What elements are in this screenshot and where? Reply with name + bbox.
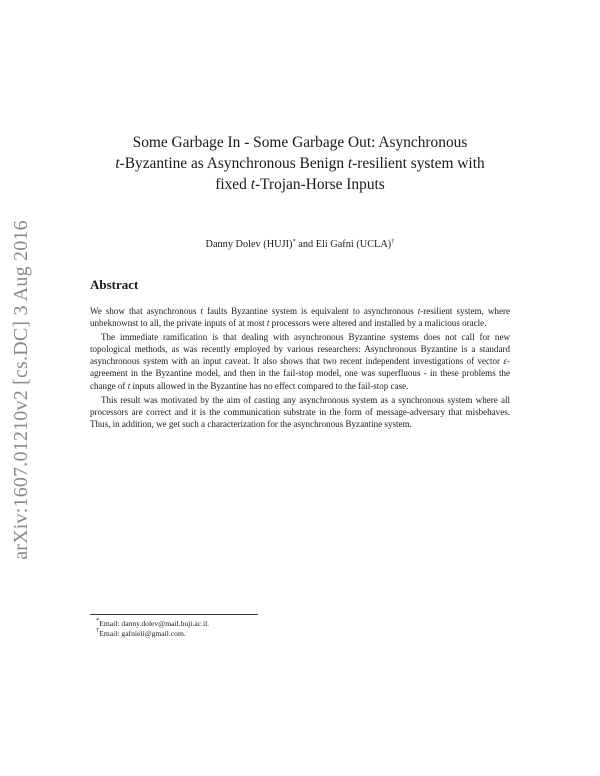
author-gafni: Eli Gafni (UCLA) xyxy=(315,239,392,250)
footnote-mark-1: * xyxy=(292,238,296,245)
abstract-paragraph-2: The immediate ramification is that dealing with asynchronous Byzantine systems does not call for new topological methods, as was recently employed by various researchers: Asynchronous Byzantine is a standard asynchronous system with an input caveat. It also shows that two recent independent investigations of vector ε-agreement in the Byzantine model, and then in the fail-stop model, one was superfluous - in these problems the change of t inputs allowed in the Byzantine has no effect compared to the fail-stop case. xyxy=(90,332,510,391)
footnote-1: *Email: danny.dolev@mail.huji.ac.il. xyxy=(96,617,210,628)
footnote-email-dolev: Email: danny.dolev@mail.huji.ac.il. xyxy=(99,619,210,628)
abstract-body xyxy=(90,305,510,432)
arxiv-identifier-stamp: arXiv:1607.01210v2 [cs.DC] 3 Aug 2016 xyxy=(10,220,32,560)
paper-title xyxy=(90,132,510,195)
title-line-3: fixed t-Trojan-Horse Inputs xyxy=(215,176,385,193)
abstract-heading: Abstract xyxy=(90,277,139,292)
footnote-email-gafni: Email: gafnieli@gmail.com. xyxy=(99,629,186,639)
title-line-2: t-Byzantine as Asynchronous Benign t-resilient system with xyxy=(115,155,485,172)
footnote-2: †Email: gafnieli@gmail.com. xyxy=(96,627,186,639)
footnote-divider xyxy=(90,614,258,615)
author-dolev: Danny Dolev (HUJI) xyxy=(205,239,293,250)
footnote-mark-2: † xyxy=(391,238,395,245)
abstract-paragraph-3: This result was motivated by the aim of casting any asynchronous system as a synchronous system where all processors are correct and it is the communication substrate in the form of message-adversary that misbehaves. Thus, in addition, we get such a characterization for the asynchronous Byzantine system. xyxy=(90,394,510,429)
abstract-paragraph-1: We show that asynchronous t faults Byzantine system is equivalent to asynchronous t-resilient system, where unbeknownst to all, the private inputs of at most t processors were altered and installed by a malicious oracle. xyxy=(90,306,510,329)
title-line-1: Some Garbage In - Some Garbage Out: Asynchronous xyxy=(132,134,468,151)
author-line: Danny Dolev (HUJI)* and Eli Gafni (UCLA)† xyxy=(205,238,395,250)
footnotes xyxy=(90,619,209,640)
